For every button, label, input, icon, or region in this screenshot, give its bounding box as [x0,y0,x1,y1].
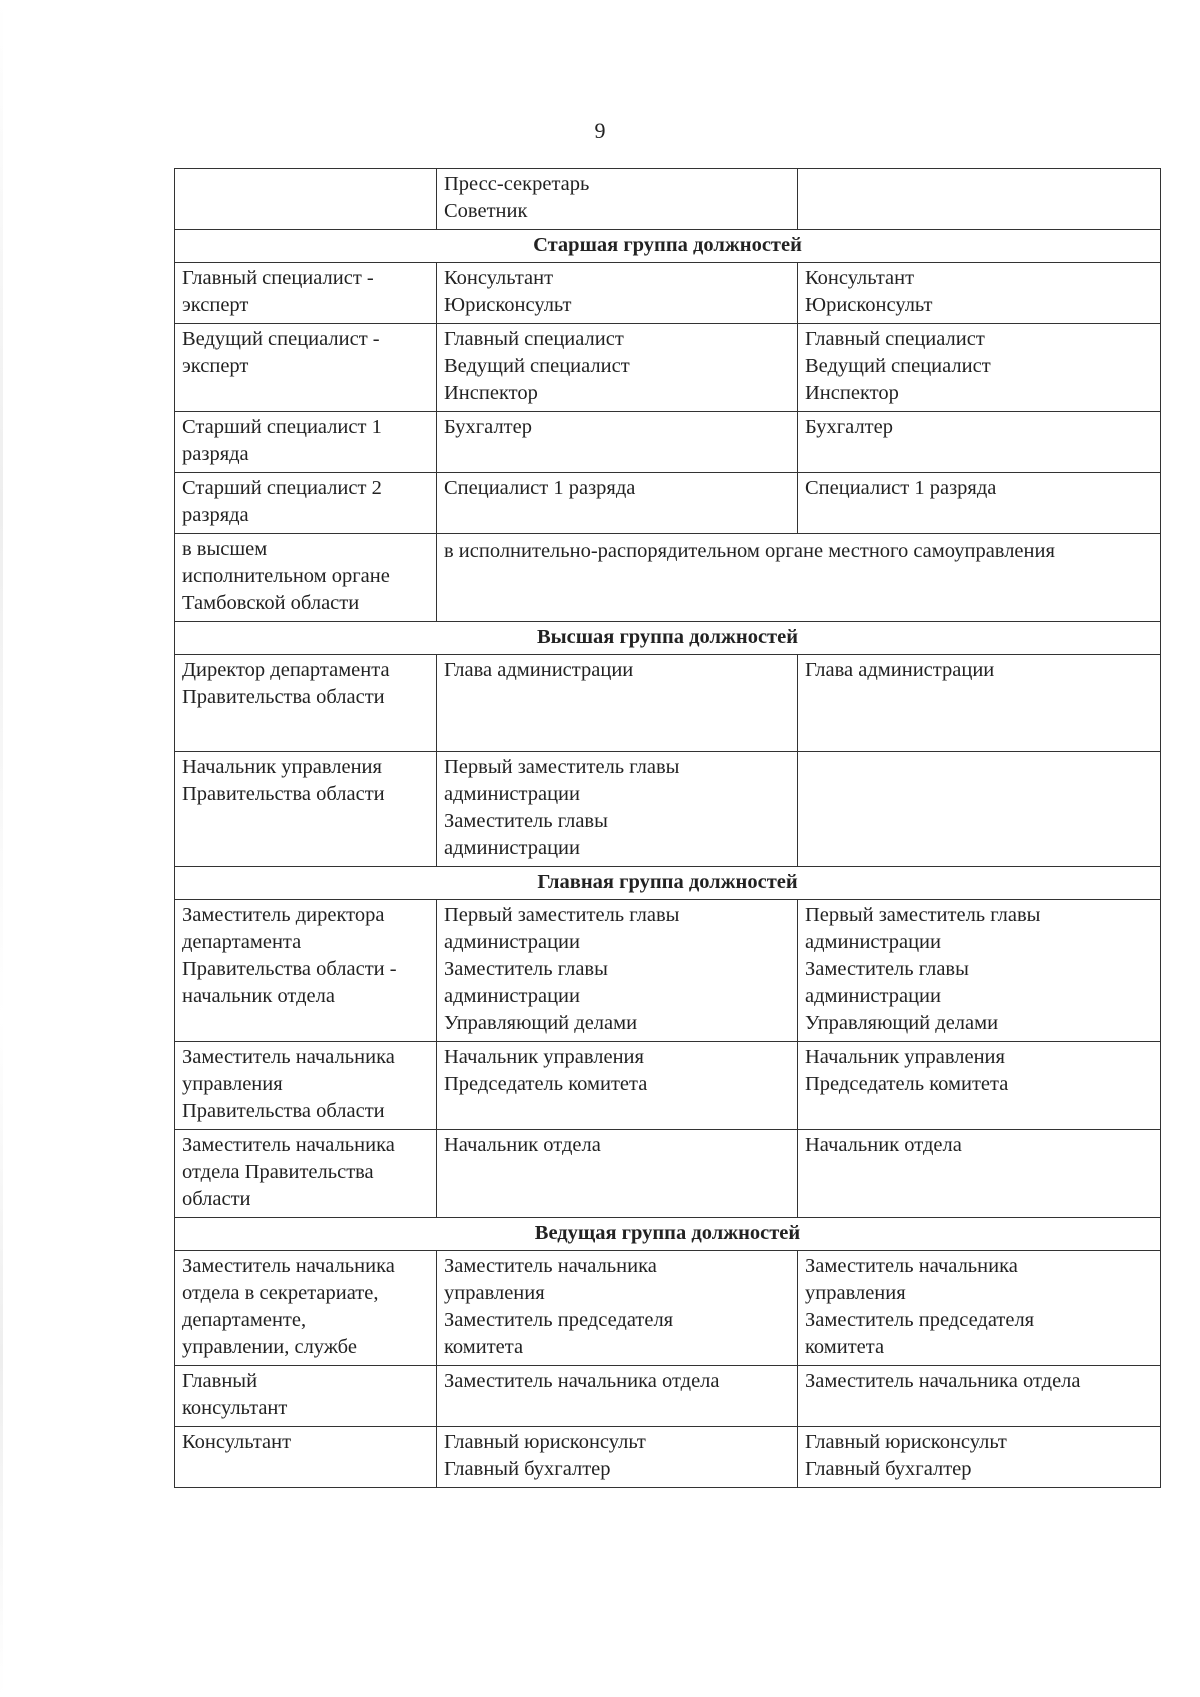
cell-line: Специалист 1 разряда [444,477,636,499]
cell-line: Тамбовской области [182,592,360,614]
cell-line: департаменте, [182,1309,307,1331]
cell-line: администрации [444,985,580,1007]
cell-line: Начальник отдела [805,1134,962,1156]
cell-col2 [437,1042,798,1130]
cell-line: начальник отдела [182,985,335,1007]
cell-line: в высшем [182,538,268,560]
cell-line: Ведущий специалист [805,355,991,377]
cell-col3 [798,1366,1161,1427]
cell-line: Консультант [182,1431,292,1453]
cell-col3 [798,263,1161,324]
cell-line: Первый заместитель главы [805,904,1041,926]
group-header-row [175,230,1161,263]
table-row [175,1042,1161,1130]
cell-line: Глава администрации [805,659,995,681]
cell-line: Консультант [805,267,915,289]
cell-line: Управляющий делами [444,1012,638,1034]
cell-line: области [182,1188,251,1210]
cell-line: Ведущий специалист [444,355,630,377]
cell-col2 [437,412,798,473]
cell-line: отдела в секретариате, [182,1282,379,1304]
cell-line: Старший специалист 1 [182,416,382,438]
cell-col1 [175,1366,437,1427]
cell-col1 [175,473,437,534]
cell-line: Начальник управления [805,1046,1005,1068]
cell-line: Заместитель начальника [182,1046,395,1068]
cell-line: Главный специалист [805,328,985,350]
cell-col2 [437,473,798,534]
table-row [175,263,1161,324]
cell-line: Инспектор [805,382,899,404]
cell-line: Главный юрисконсульт [805,1431,1007,1453]
cell-col3 [798,1130,1161,1218]
cell-col2 [437,900,798,1042]
cell-line: управления [444,1282,545,1304]
group-header-row [175,867,1161,900]
cell-line: Главный юрисконсульт [444,1431,646,1453]
cell-line: Заместитель председателя [805,1309,1035,1331]
cell-line: комитета [444,1336,524,1358]
group-header: Высшая группа должностей [175,622,1161,655]
cell-col1 [175,169,437,230]
cell-line: Заместитель начальника [805,1255,1018,1277]
cell-col3 [798,1427,1161,1488]
cell-line: Главный специалист [444,328,624,350]
cell-line: Управляющий делами [805,1012,999,1034]
cell-line: Правительства области [182,1100,385,1122]
cell-col2 [437,169,798,230]
cell-line: Пресс-секретарь [444,173,590,195]
cell-line: Директор департамента [182,659,390,681]
cell-col3 [798,752,1161,867]
cell-line: Бухгалтер [444,416,532,438]
cell-line: Заместитель начальника [182,1134,395,1156]
cell-line: Инспектор [444,382,538,404]
cell-line: в исполнительно-распорядительном органе местного самоуправления [444,540,1055,562]
cell-line: Бухгалтер [805,416,893,438]
table-row [175,1130,1161,1218]
cell-line: Заместитель начальника [444,1255,657,1277]
cell-col1 [175,752,437,867]
cell-line: Заместитель главы [805,958,969,980]
scan-edge [0,0,3,1697]
cell-col1 [175,1130,437,1218]
cell-line: разряда [182,504,249,526]
cell-line: комитета [805,1336,885,1358]
cell-col3 [798,412,1161,473]
cell-line: администрации [805,985,941,1007]
group-header: Старшая группа должностей [175,230,1161,263]
table-row [175,324,1161,412]
table-body [175,169,1161,1488]
table-row [175,655,1161,752]
cell-col1 [175,900,437,1042]
cell-col2 [437,324,798,412]
table-row [175,169,1161,230]
cell-line: Главный бухгалтер [805,1458,972,1480]
cell-col23 [437,534,1161,622]
cell-col1 [175,534,437,622]
group-header: Ведущая группа должностей [175,1218,1161,1251]
cell-line: Заместитель начальника отдела [805,1370,1081,1392]
cell-line: администрации [444,783,580,805]
cell-col1 [175,263,437,324]
table-row [175,534,1161,622]
table-row [175,473,1161,534]
cell-line: Главный специалист - [182,267,374,289]
cell-line: разряда [182,443,249,465]
cell-line: Заместитель начальника отдела [444,1370,720,1392]
cell-line: управлении, службе [182,1336,357,1358]
cell-col2 [437,1427,798,1488]
cell-line: Председатель комитета [805,1073,1009,1095]
cell-line: отдела Правительства [182,1161,374,1183]
cell-col2 [437,1130,798,1218]
cell-col1 [175,324,437,412]
cell-line: Консультант [444,267,554,289]
cell-line: администрации [444,931,580,953]
cell-line: Заместитель председателя [444,1309,674,1331]
cell-line: исполнительном органе [182,565,390,587]
cell-line: Заместитель главы [444,810,608,832]
table-row [175,1427,1161,1488]
cell-line: Начальник отдела [444,1134,601,1156]
cell-col1 [175,1427,437,1488]
table-row [175,412,1161,473]
cell-line: управления [805,1282,906,1304]
cell-col3 [798,473,1161,534]
table-row [175,1366,1161,1427]
cell-line: эксперт [182,355,249,377]
cell-col3 [798,1042,1161,1130]
cell-col2 [437,752,798,867]
cell-line: Заместитель главы [444,958,608,980]
cell-col3 [798,169,1161,230]
cell-line: Начальник управления [444,1046,644,1068]
cell-line: Советник [444,200,528,222]
cell-col3 [798,1251,1161,1366]
cell-line: Глава администрации [444,659,634,681]
cell-line: Первый заместитель главы [444,904,680,926]
cell-line: Заместитель начальника [182,1255,395,1277]
cell-line: Начальник управления [182,756,382,778]
cell-line: Правительства области [182,783,385,805]
cell-line: Старший специалист 2 [182,477,382,499]
group-header: Главная группа должностей [175,867,1161,900]
cell-line: Правительства области - [182,958,397,980]
cell-col3 [798,324,1161,412]
cell-col2 [437,263,798,324]
cell-col1 [175,412,437,473]
table-row [175,900,1161,1042]
table-row [175,1251,1161,1366]
cell-line: Главный [182,1370,258,1392]
cell-line: Председатель комитета [444,1073,648,1095]
group-header-row [175,622,1161,655]
positions-table [174,168,1161,1488]
cell-col3 [798,900,1161,1042]
cell-line: Заместитель директора [182,904,385,926]
cell-line: управления [182,1073,283,1095]
cell-line: Юрисконсульт [805,294,933,316]
cell-line: департамента [182,931,302,953]
table-row [175,752,1161,867]
cell-line: Специалист 1 разряда [805,477,997,499]
cell-line: администрации [805,931,941,953]
cell-line: Первый заместитель главы [444,756,680,778]
cell-col1 [175,1251,437,1366]
cell-line: Юрисконсульт [444,294,572,316]
page-number: 9 [594,118,606,143]
cell-col1 [175,1042,437,1130]
cell-col2 [437,1366,798,1427]
cell-col2 [437,655,798,752]
cell-line: администрации [444,837,580,859]
cell-line: Правительства области [182,686,385,708]
cell-col2 [437,1251,798,1366]
cell-line: Ведущий специалист - [182,328,380,350]
cell-line: Главный бухгалтер [444,1458,611,1480]
group-header-row [175,1218,1161,1251]
cell-line: консультант [182,1397,288,1419]
cell-col3 [798,655,1161,752]
cell-col1 [175,655,437,752]
cell-line: эксперт [182,294,249,316]
